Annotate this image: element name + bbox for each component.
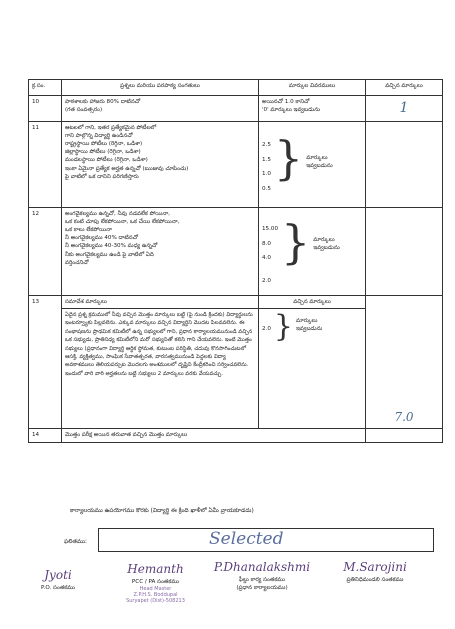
spacer	[262, 266, 278, 274]
row-marks-obtained	[366, 122, 443, 208]
marks-note: ఇవ్వబడును	[313, 245, 340, 252]
table-row	[29, 96, 443, 122]
mark-value: 15.00	[262, 226, 279, 232]
mark-value: 4.0	[262, 255, 271, 262]
row-number: 12	[29, 208, 62, 296]
row-marks-detail	[259, 208, 366, 296]
marks-note: మార్కులు	[313, 237, 335, 243]
row-line: పాఠశాలకు హాజరు 80% దాటినచో	[65, 99, 141, 105]
interview-instructions: ఏదైన ప్రశ్న క్రమములో నీవు వచ్చిన మొత్తం మార్కులు బట్టి (పై నుండి క్రిందకు) విద్యార్థులను ఇంటర్వ్యూకు పిల్లవలెను. ఎక్కువ మార్కులు వచ్చిన విద్యార్థిని మొదట పిలవవలెను. ఈ సంభాషణను ప్రాథమిక కమిటీలో ఉన్న సభ్యులలో గాని, ప్రధాన కార్యాలయమునుండి వచ్చిన ఒక సభ్యుడు, ప్రాతినిధ్య కమిటీలోని మరో సభ్యునితో కలిసి గాని చేయవలెను. ఇంటి మొత్తం సభ్యులు (ప్రధానంగా విద్యార్థి ఆర్థిక స్థోమత, కుటుంబ పరిస్థితి, చదువు కొనసాగించుటలో ఆసక్తి, వ్యక్తిత్వము, సాంఘిక సేవాతత్పరత, వారసత్వమునుండి పెద్దలకు విద్యా అవకాశములు తెలియపర్చుట మొదలగు అంశములలో దృష్టిని కేంద్రీకరించి సర్వించవలెను. ఇందులో వారి వారి అర్హతలను బట్టి సభ్యులు 2 మార్కులు వరకు వేయవచ్చు.	[65, 312, 253, 377]
row-line: నీ అంగవైకల్యము 40-30% మధ్య ఉన్నచో	[65, 243, 158, 250]
row-line: నీ అంగవైకల్యము 40% దాటినచో	[65, 235, 138, 242]
row-line: అంగవైకల్యము ఉన్నచో, నీవు నడవలేక పోయినా,	[65, 211, 171, 217]
school-stamp: Head Master Z.P.H.S. Boddupal Suryapet (Dist)-508213	[126, 586, 185, 604]
header-marks-detail: మార్కుల వివరములు	[259, 80, 366, 96]
signature-ink: Jyoti	[44, 568, 72, 582]
row-title: సమావేశ మార్కులు	[62, 296, 259, 309]
brace-icon: }	[273, 131, 304, 185]
signature-ink: Hemanth	[127, 562, 184, 576]
marks-note: మార్కులు	[306, 155, 328, 161]
signature-ink: P.Dhanalakshmi	[213, 560, 311, 574]
signature-label: P.O. సంతకము	[41, 585, 75, 591]
table-row	[29, 429, 443, 443]
signature-label: ప్రతినిధిమండలి సంతకము	[346, 577, 404, 583]
marks-note: ఇవ్వబడును	[306, 163, 333, 170]
office-use-note: కార్యాలయము ఉపయోగము కొరకు (విద్యార్థి ఈ క్రింది ఖాళీలో ఏమీ వ్రాయకూడదు)	[70, 508, 254, 514]
row-items	[62, 122, 259, 208]
table-row	[29, 296, 443, 309]
table-header-row	[29, 80, 443, 96]
row-number: 14	[29, 429, 62, 443]
handwritten-mark: 7.0	[394, 409, 414, 424]
header-items: ప్రశ్నలు మరియు పరపాఠ్య సంగతులు	[62, 80, 259, 96]
mark-value: 1.5	[262, 156, 271, 163]
row-marks-obtained	[366, 208, 443, 296]
row-marks-detail	[259, 122, 366, 208]
row-items	[62, 96, 259, 122]
row-marks-detail	[259, 309, 366, 429]
table-row	[29, 208, 443, 296]
handwritten-mark: 1	[399, 100, 409, 116]
row-items	[62, 208, 259, 296]
marks-note: ఇవ్వబడును	[296, 326, 323, 333]
row-line: మండలస్థాయి పోటీలు (రెగ్గినా, ఒడిశా)	[65, 157, 148, 164]
row-line: వర్తించనిచో	[65, 259, 89, 266]
result-value: Selected	[209, 529, 284, 549]
mark-value: 2.0	[262, 326, 271, 333]
row-line: పై వాటిలో ఒక దానిని పరిగణిస్తారు	[65, 173, 139, 180]
row-paragraph	[62, 309, 259, 429]
row-line: ఆటలలో గాని, ఇతర ప్రత్యేకమైన పోటీలలో	[65, 125, 157, 131]
row-marks-obtained	[366, 429, 443, 443]
signature-field-worker	[212, 560, 312, 592]
evaluation-table	[28, 79, 443, 443]
row-line: గాని పాల్గొన్న విద్యార్థి ఉండినచో	[65, 133, 133, 140]
signature-delegate	[320, 560, 430, 584]
row-number: 10	[29, 96, 62, 122]
mark-value: 0.5	[262, 185, 271, 192]
row-marks-obtained	[366, 296, 443, 429]
header-sno: క్ర.సం.	[29, 80, 62, 96]
mark-value: 8.0	[262, 240, 271, 247]
header-marks-obtained: వచ్చిన మార్కులు	[366, 80, 443, 96]
row-marks-obtained	[366, 96, 443, 122]
mark-value: 1.0	[262, 171, 271, 178]
signature-pcc	[108, 562, 203, 604]
row-line: ఒక కాలు లేకపోయినా	[65, 227, 112, 234]
marks-note: మార్కులు	[296, 318, 318, 325]
row-marks-detail	[259, 96, 366, 122]
row-line: జిల్లాస్థాయి పోటీలు (రెగ్గినా, ఒడిశా)	[65, 149, 141, 156]
row-line: (గత సంవత్సరం)	[65, 107, 103, 114]
signature-po	[28, 568, 88, 592]
row-line: రాష్ట్రస్థాయి పోటీలు (రెగ్గినా, ఒడిశా)	[65, 141, 143, 148]
brace-icon: }	[273, 309, 293, 345]
signature-label: PCC / PA సంతకము	[131, 579, 180, 585]
row-number: 13	[29, 296, 62, 429]
mark-value: 2.0	[262, 277, 271, 284]
signature-label: ఫీల్డు కార్య సంతకము	[238, 577, 286, 583]
row-line: అయినచో 1.0 కానిచో	[262, 99, 310, 105]
row-items: మొత్తం పరీక్ష అయిన తరువాత వచ్చిన మొత్తం మార్కులు	[62, 429, 366, 443]
row-line: '0' మార్కులు ఇవ్వబడును	[262, 107, 321, 114]
result-label: ఫలితము:	[64, 539, 87, 545]
table-row	[29, 122, 443, 208]
row-line: ఇంకా ఏమైనా ప్రత్యేక అర్హత ఉన్నచో (ఋజువు చూపించు)	[65, 165, 189, 172]
signature-ink: M.Sarojini	[343, 560, 407, 574]
row-line: ఒక కంటి చూపు లేకపోయినా, ఒక చేయి లేకపోయినా,	[65, 219, 180, 226]
result-box	[98, 528, 434, 552]
row-marks-header: వచ్చిన మార్కులు	[259, 296, 366, 309]
row-line: నీకు అంగవైకల్యము ఉండి పై వాటిలో ఏది	[65, 251, 154, 258]
row-number: 11	[29, 122, 62, 208]
brace-icon: }	[281, 215, 311, 269]
mark-value: 2.5	[262, 142, 271, 148]
signature-sub: (ప్రధాన కార్యాలయము)	[236, 585, 288, 591]
